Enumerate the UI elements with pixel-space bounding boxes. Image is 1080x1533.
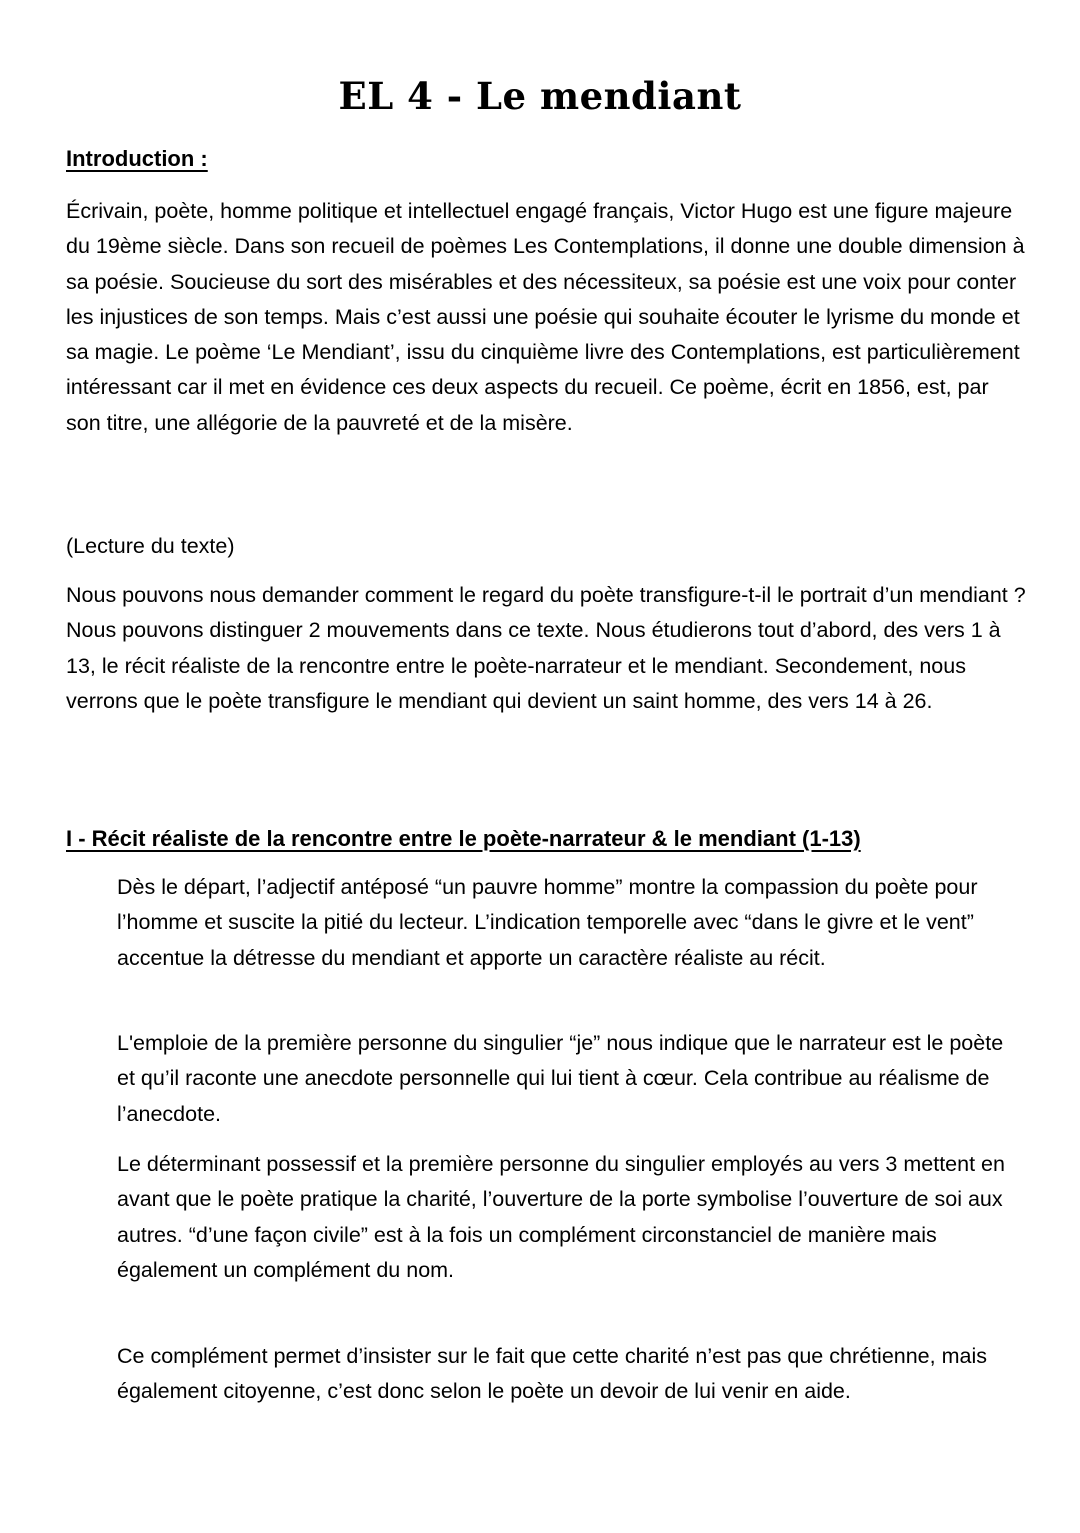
section-1-heading: I - Récit réaliste de la rencontre entre le poète-narrateur & le mendiant (1-13) [66,826,861,851]
section-1-paragraph-1: Dès le départ, l’adjectif antéposé “un pauvre homme” montre la compassion du poète pour l’homme et suscite la pitié du lecteur. L’indication temporelle avec “dans le givre et le vent” accentue la détresse du mendiant et apporte un caractère réaliste au récit. [117,875,978,970]
section-1-paragraph-3: Le déterminant possessif et la première personne du singulier employés au vers 3 mettent en avant que le poète pratique la charité, l’ouverture de la porte symbolise l’ouverture de soi aux autres. “d’une façon civile” est à la fois un complément circonstanciel de manière mais également un complément du nom. [117,1152,1005,1282]
document-title: EL 4 - Le mendiant [338,74,742,118]
introduction-heading: Introduction : [66,146,208,171]
section-1-paragraph-2: L'emploie de la première personne du singulier “je” nous indique que le narrateur est le poète et qu’il raconte une anecdote personnelle qui lui tient à cœur. Cela contribue au réalisme de l’anecdote. [117,1031,1004,1126]
reading-note: (Lecture du texte) [66,534,235,558]
section-1-paragraph-4: Ce complément permet d’insister sur le fait que cette charité n’est pas que chrétienne, mais également citoyenne, c’est donc selon le poète un devoir de lui venir en aide. [117,1344,987,1404]
introduction-paragraph: Écrivain, poète, homme politique et intellectuel engagé français, Victor Hugo est une figure majeure du 19ème siècle. Dans son recueil de poèmes Les Contemplations, il donne une double dimension à sa poésie. Soucieuse du sort des misérables et des nécessiteux, sa poésie est une voix pour conter les injustices de son temps. Mais c’est aussi une poésie qui souhaite écouter le lyrisme du monde et sa magie. Le poème ‘Le Mendiant’, issu du cinquième livre des Contemplations, est particulièrement intéressant car il met en évidence ces deux aspects du recueil. Ce poème, écrit en 1856, est, par son titre, une allégorie de la pauvreté et de la misère. [66,199,1025,435]
problematic-paragraph: Nous pouvons nous demander comment le regard du poète transfigure-t-il le portrait d’un mendiant ? Nous pouvons distinguer 2 mouvements dans ce texte. Nous étudierons tout d’abord, des vers 1 à 13, le récit réaliste de la rencontre entre le poète-narrateur et le mendiant. Secondement, nous verrons que le poète transfigure le mendiant qui devient un saint homme, des vers 14 à 26. [66,583,1026,713]
